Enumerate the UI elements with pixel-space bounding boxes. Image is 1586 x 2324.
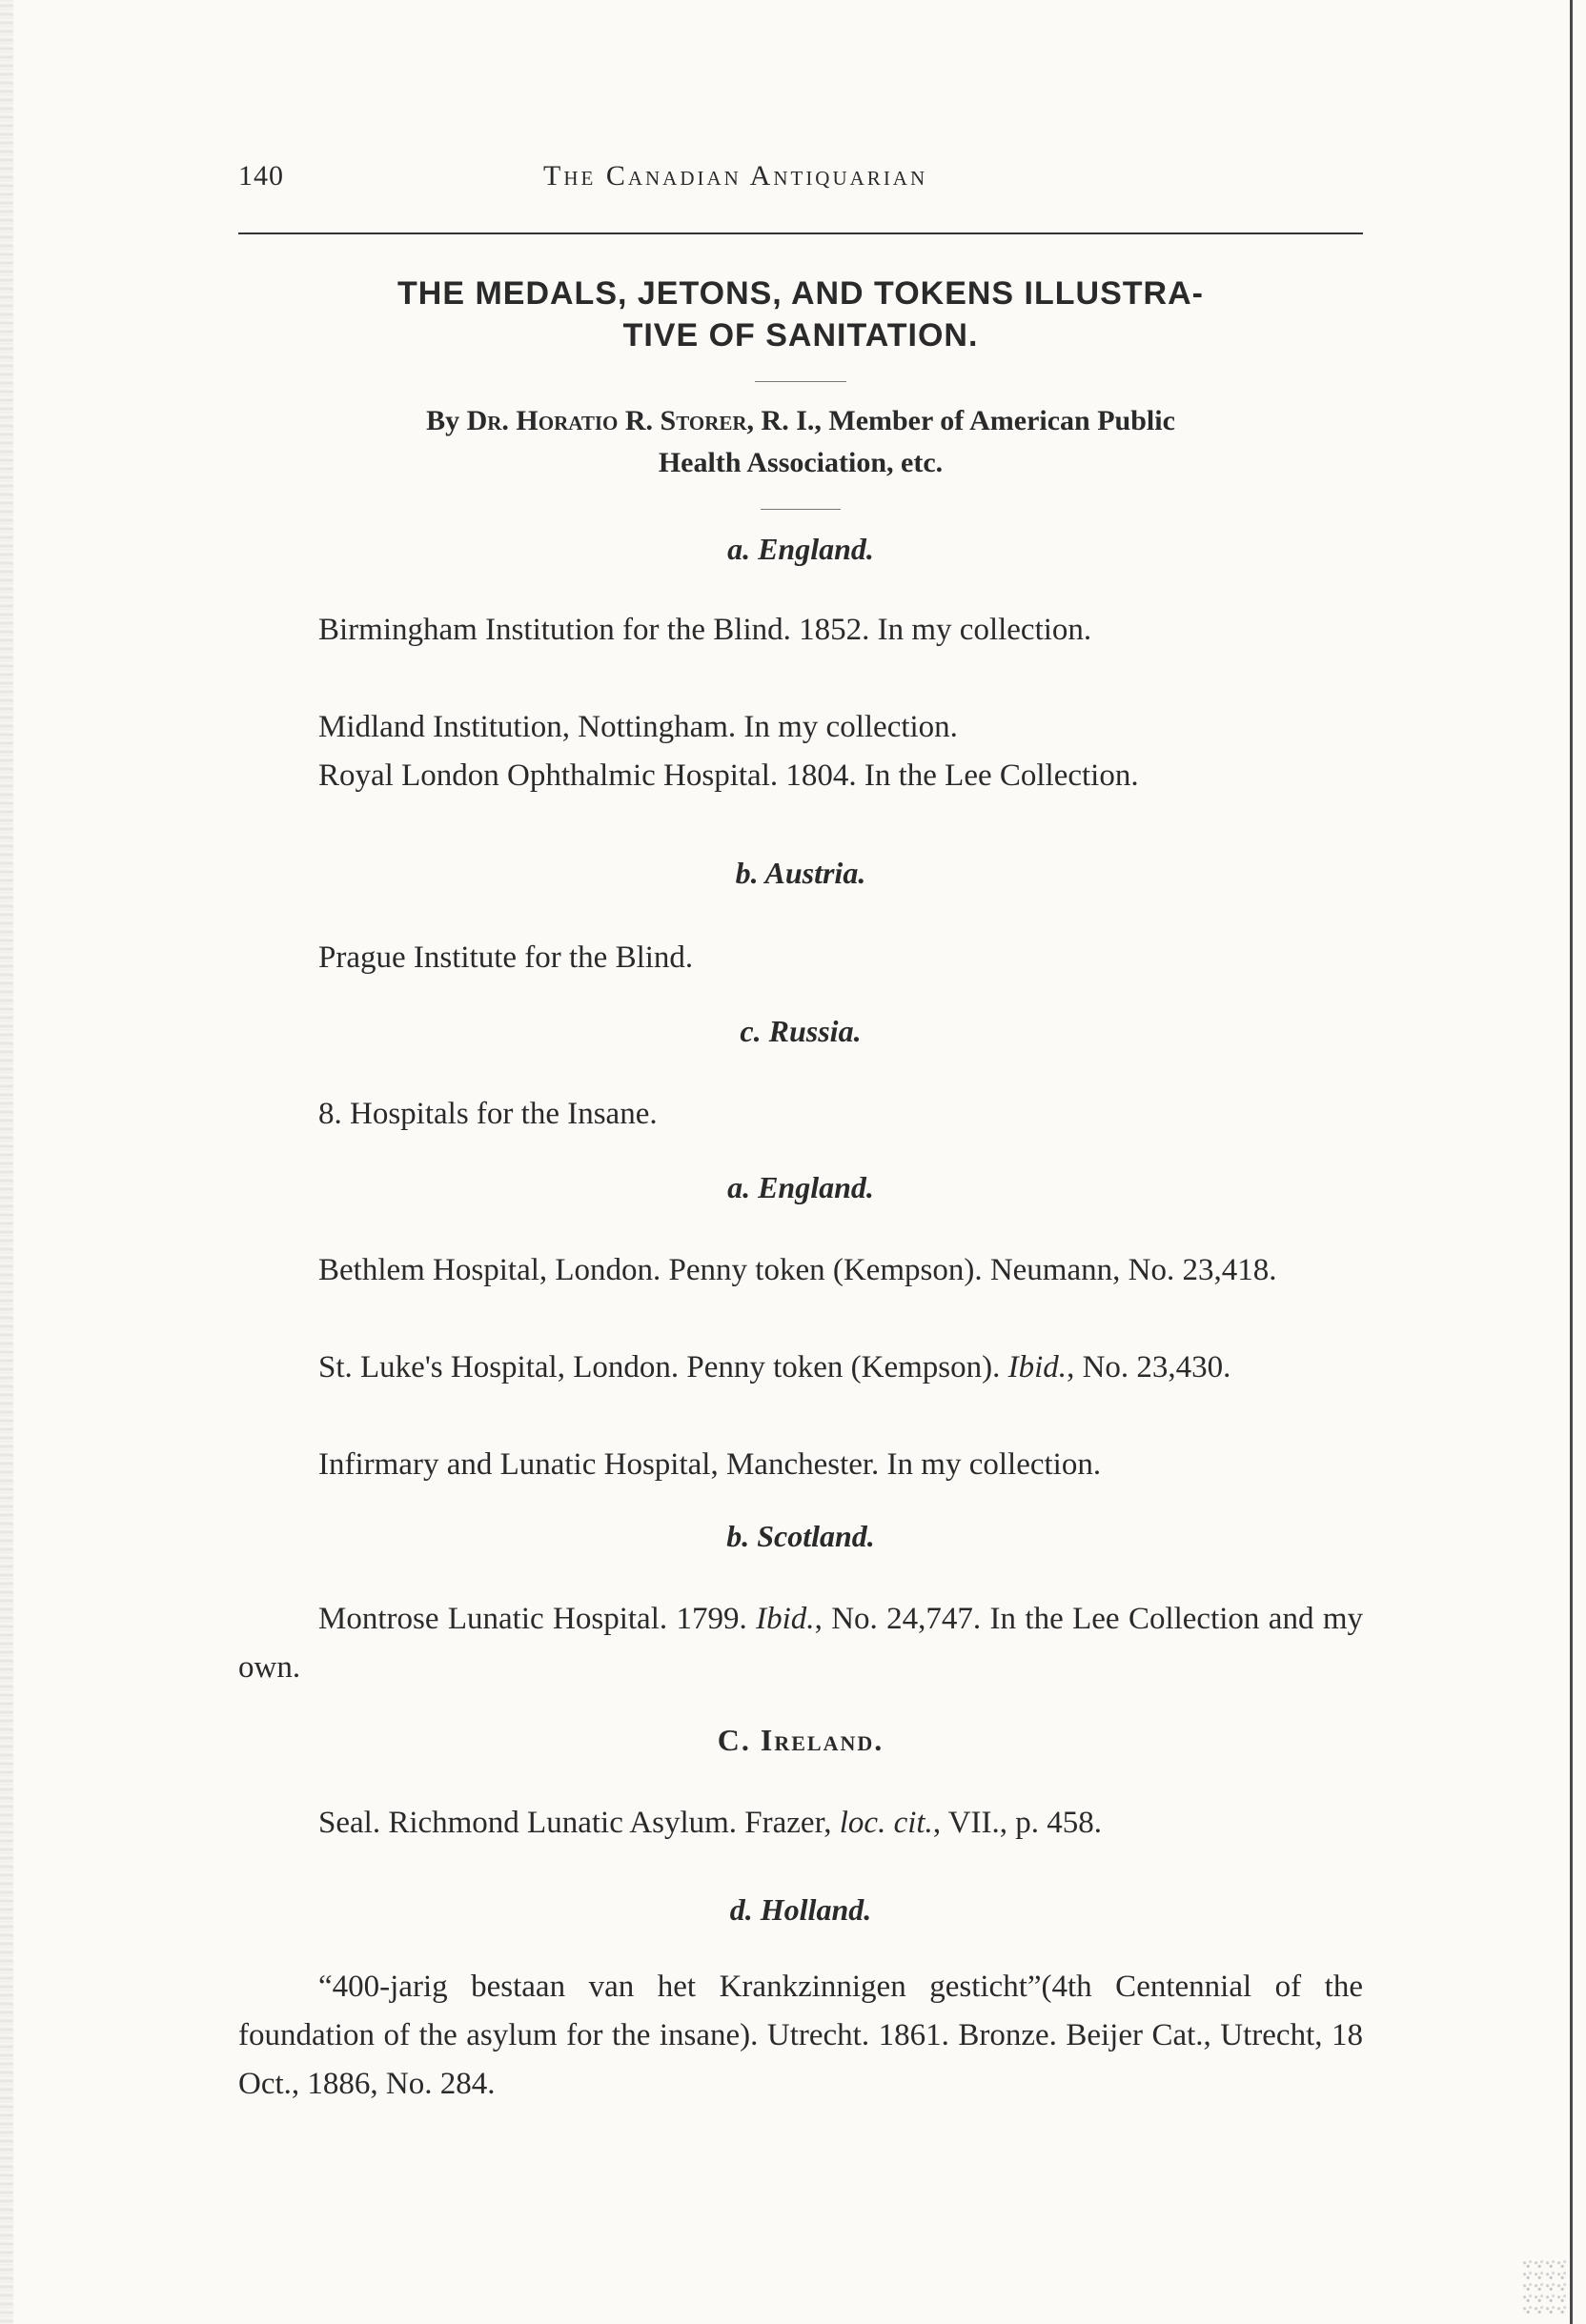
entry-text: , VII., p. 458.: [932, 1806, 1103, 1840]
entry-text: , No. 24,747. In the Lee Collection and my own.: [238, 1602, 1363, 1685]
entry-paragraph: 8. Hospitals for the Insane.: [318, 1097, 658, 1131]
running-head: [238, 160, 1363, 208]
byline-prefix: By: [426, 405, 467, 436]
entry-paragraph: Midland Institution, Nottingham. In my collection.: [318, 710, 958, 744]
byline-line-2: Health Association, etc.: [658, 447, 944, 478]
article-title: [238, 273, 1363, 356]
entry-paragraph: “400-jarig bestaan van het Krankzinnigen gesticht”(4th Centennial of the foundation of the asylum for the insane). Utrecht. 1861. Bronze. Beijer Cat., Utrecht, 18 Oct., 1886, No. 284.: [238, 1970, 1363, 2101]
byline-divider: [761, 509, 841, 510]
article-title-line-2: TIVE OF SANITATION.: [622, 317, 979, 354]
author-name: Dr. Horatio R. Storer, R. I.,: [466, 405, 822, 436]
section-heading: C. Ireland.: [717, 1723, 884, 1757]
title-divider: [755, 381, 846, 382]
entry-text: Seal. Richmond Lunatic Asylum. Frazer,: [318, 1806, 840, 1840]
entry-paragraph: Birmingham Institution for the Blind. 1852. In my collection.: [318, 613, 1092, 647]
page-number: 140: [238, 160, 284, 192]
page-edge-left: [0, 0, 13, 2324]
section-heading: b. Scotland.: [726, 1519, 875, 1553]
section-heading: b. Austria.: [735, 856, 866, 890]
entry-paragraph: [238, 1344, 1363, 1392]
section-heading: d. Holland.: [729, 1892, 872, 1927]
entry-paragraph: [238, 1799, 1363, 1848]
entry-paragraph: Bethlem Hospital, London. Penny token (Kempson). Neumann, No. 23,418.: [318, 1253, 1277, 1287]
journal-title: The Canadian Antiquarian: [543, 160, 928, 192]
entry-text: St. Luke's Hospital, London. Penny token (Kempson).: [318, 1350, 1008, 1384]
entry-citation: loc. cit.: [839, 1806, 933, 1840]
entry-paragraph: Infirmary and Lunatic Hospital, Manchester. In my collection.: [318, 1447, 1102, 1482]
entry-paragraph: Royal London Ophthalmic Hospital. 1804. In the Lee Collection.: [318, 758, 1139, 793]
entry-text: Montrose Lunatic Hospital. 1799.: [318, 1602, 757, 1636]
entry-paragraph: Prague Institute for the Blind.: [318, 940, 694, 975]
page-edge-right: [1570, 0, 1573, 2324]
entry-paragraph: [238, 1595, 1363, 1692]
article-title-line-1: THE MEDALS, JETONS, AND TOKENS ILLUSTRA-: [397, 275, 1204, 312]
entry-citation: Ibid.: [1007, 1350, 1068, 1384]
entry-citation: Ibid.: [756, 1602, 815, 1636]
paper-specks: [1521, 2258, 1567, 2315]
header-rule: [238, 232, 1363, 234]
entry-text: , No. 23,430.: [1067, 1350, 1231, 1384]
byline-affiliation: Member of American Public: [821, 405, 1175, 436]
section-heading: c. Russia.: [740, 1014, 862, 1048]
byline: [238, 400, 1363, 484]
section-heading: a. England.: [727, 532, 874, 566]
section-heading: a. England.: [727, 1170, 874, 1204]
